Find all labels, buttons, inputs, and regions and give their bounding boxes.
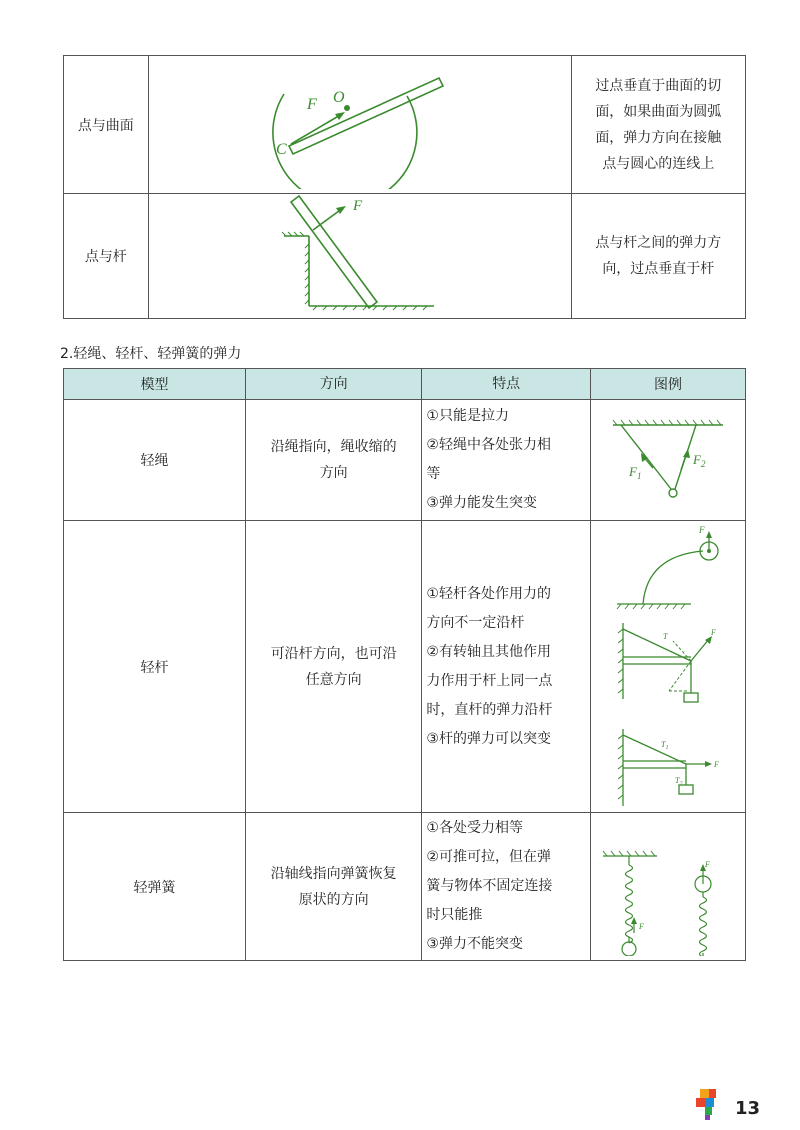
features-cell [422, 400, 591, 521]
direction-line: 方向 [319, 465, 348, 481]
figure-rope-cell [590, 400, 745, 521]
label-F: F [638, 922, 644, 931]
header-features: 特点 [422, 369, 591, 400]
label-C: C [275, 141, 287, 158]
figure-rod-cell [590, 521, 745, 813]
table-row [64, 56, 746, 194]
header-direction: 方向 [245, 369, 421, 400]
table-contact-types [63, 55, 746, 319]
direction-line: 沿绳指向，绳收缩的 [270, 439, 397, 455]
figure-point-rod-cell [148, 194, 571, 319]
feature-line: ①只能是拉力 [426, 408, 509, 424]
table-header-row [64, 369, 746, 400]
desc-line: 面，如果曲面为圆弧 [595, 103, 722, 120]
label-F: F [352, 198, 362, 214]
feature-line: ①轻杆各处作用力的 [426, 585, 551, 602]
figure-spring-cell [590, 813, 745, 961]
model-name: 轻绳 [64, 400, 246, 521]
label-F: F [710, 628, 716, 637]
figure-rod [591, 521, 745, 808]
feature-line: ②可推可拉，但在弹 [426, 849, 551, 865]
table-row [64, 813, 746, 961]
row-label: 点与杆 [64, 194, 149, 319]
label-T1: $T_1$ [660, 740, 669, 751]
label-O: O [332, 89, 345, 106]
header-model: 模型 [64, 369, 246, 400]
label-F1: $F_1$ [628, 464, 642, 481]
feature-line: ③杆的弹力可以突变 [426, 730, 551, 747]
label-T: T [662, 632, 668, 641]
direction-line: 任意方向 [305, 671, 362, 688]
direction-line: 沿轴线指向弹簧恢复 [270, 865, 397, 882]
model-name: 轻弹簧 [64, 813, 246, 961]
label-F: F [713, 760, 719, 769]
feature-line: 时，直杆的弹力沿杆 [426, 701, 553, 718]
desc-line: 过点垂直于曲面的切 [595, 77, 722, 94]
features-cell [422, 813, 591, 961]
label-F2: $F_2$ [692, 452, 706, 469]
desc-line: 向，过点垂直于杆 [602, 261, 715, 277]
section-title: 2.轻绳、轻杆、轻弹簧的弹力 [60, 346, 242, 362]
figure-rope [591, 400, 745, 516]
row-description [571, 194, 745, 319]
label-F: F [698, 525, 705, 535]
feature-line: 力作用于杆上同一点 [426, 672, 553, 689]
feature-line: ③弹力能发生突变 [426, 495, 537, 511]
publisher-logo [690, 1085, 730, 1125]
feature-line: ③弹力不能突变 [426, 936, 523, 952]
table-row [64, 194, 746, 319]
label-T2: $T_2$ [674, 776, 683, 787]
feature-line: 簧与物体不固定连接 [426, 878, 553, 894]
table-elastic-forces [63, 368, 746, 961]
feature-line: ②轻绳中各处张力相 [426, 437, 551, 453]
direction-cell [245, 813, 421, 961]
page-number: 13 [735, 1098, 761, 1119]
label-F: F [704, 860, 710, 869]
features-cell [422, 521, 591, 813]
figure-spring [591, 813, 745, 956]
label-F: F [306, 96, 317, 113]
direction-line: 原状的方向 [298, 891, 369, 908]
table-row [64, 521, 746, 813]
header-figure: 图例 [590, 369, 745, 400]
feature-line: 等 [426, 466, 441, 482]
feature-line: ①各处受力相等 [426, 820, 523, 836]
direction-cell [245, 400, 421, 521]
direction-line: 可沿杆方向，也可沿 [270, 645, 397, 662]
feature-line: 时只能推 [426, 907, 483, 923]
direction-cell [245, 521, 421, 813]
model-name: 轻杆 [64, 521, 246, 813]
feature-line: 方向不一定沿杆 [426, 614, 525, 631]
figure-point-surface-cell [148, 56, 571, 194]
desc-line: 面，弹力方向在接触 [595, 129, 722, 146]
row-label: 点与曲面 [64, 56, 149, 194]
desc-line: 点与杆之间的弹力方 [595, 235, 722, 251]
desc-line: 点与圆心的连线上 [602, 155, 715, 172]
figure-point-surface [149, 56, 571, 189]
feature-line: ②有转轴且其他作用 [426, 643, 551, 660]
figure-point-rod [149, 194, 571, 314]
row-description [571, 56, 745, 194]
table-row [64, 400, 746, 521]
